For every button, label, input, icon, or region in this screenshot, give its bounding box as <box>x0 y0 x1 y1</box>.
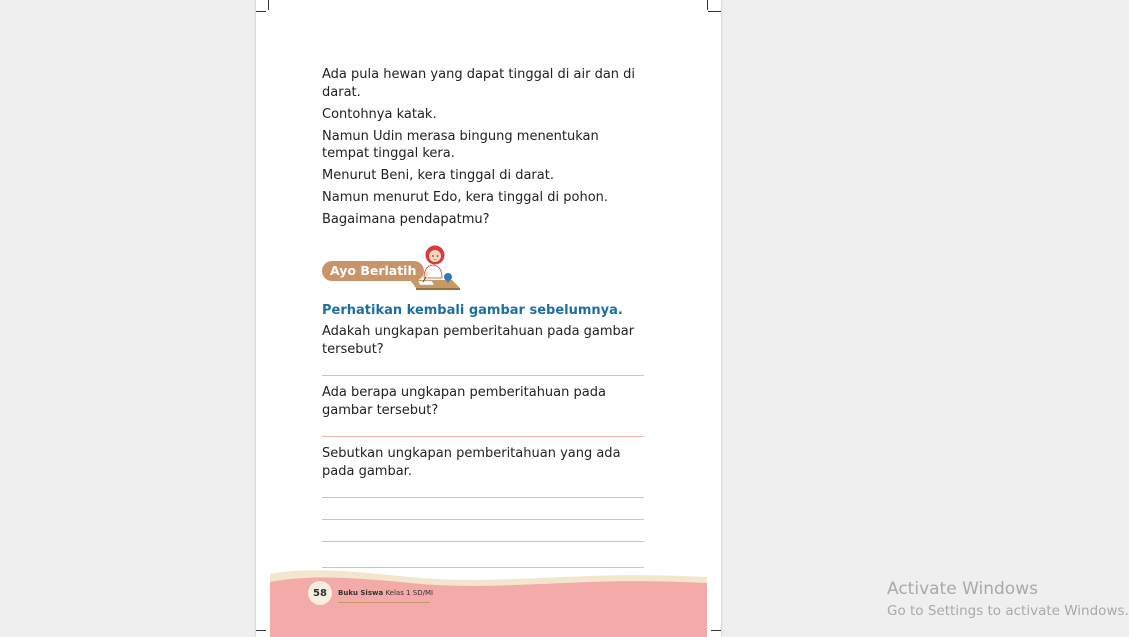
crop-mark-bottom-left <box>256 630 266 631</box>
section-badge: Ayo Berlatih <box>322 261 424 281</box>
book-title <box>338 589 433 597</box>
paragraph: Menurut Beni, kera tinggal di darat. <box>322 168 554 183</box>
book-title-sub: Kelas 1 SD/MI <box>385 589 434 597</box>
instruction-heading: Perhatikan kembali gambar sebelumnya. <box>322 303 623 318</box>
crop-mark-top-left-v <box>268 0 269 10</box>
answer-line <box>322 436 644 437</box>
book-title-main: Buku Siswa <box>338 589 384 597</box>
paragraph: Bagaimana pendapatmu? <box>322 212 490 227</box>
answer-line <box>322 497 644 498</box>
reading-text <box>322 66 648 233</box>
crop-mark-top-left <box>256 11 266 12</box>
answer-line <box>322 375 644 376</box>
watermark-title: Activate Windows <box>887 579 1038 599</box>
page-number: 58 <box>308 581 332 605</box>
answer-line <box>322 519 644 520</box>
question-1: Adakah ungkapan pemberitahuan pada gambar tersebut? <box>322 324 635 357</box>
section-header-ayo-berlatih <box>322 244 482 294</box>
answer-line <box>322 541 644 542</box>
paragraph: Contohnya katak. <box>322 106 437 122</box>
book-title-underline <box>338 602 430 603</box>
footer-wave-background <box>270 568 707 637</box>
crop-mark-bottom-right <box>711 630 721 631</box>
paragraph: Ada pula hewan yang dapat tinggal di air dan di darat. <box>322 67 636 100</box>
crop-mark-top-right <box>708 11 721 12</box>
question-2: Ada berapa ungkapan pemberitahuan pada gambar tersebut? <box>322 385 606 418</box>
paragraph: Namun menurut Edo, kera tinggal di pohon. <box>322 190 609 205</box>
page-footer <box>270 568 707 637</box>
question-3: Sebutkan ungkapan pemberitahuan yang ada pada gambar. <box>322 446 621 479</box>
activate-windows-watermark <box>887 578 1129 620</box>
book-page <box>256 0 721 637</box>
crop-mark-top-right-v <box>707 0 708 10</box>
paragraph: Namun Udin merasa bingung menentukan tempat tinggal kera. <box>322 128 599 161</box>
girl-writing-at-desk-icon <box>408 244 462 294</box>
watermark-subtitle: Go to Settings to activate Windows. <box>887 603 1129 619</box>
